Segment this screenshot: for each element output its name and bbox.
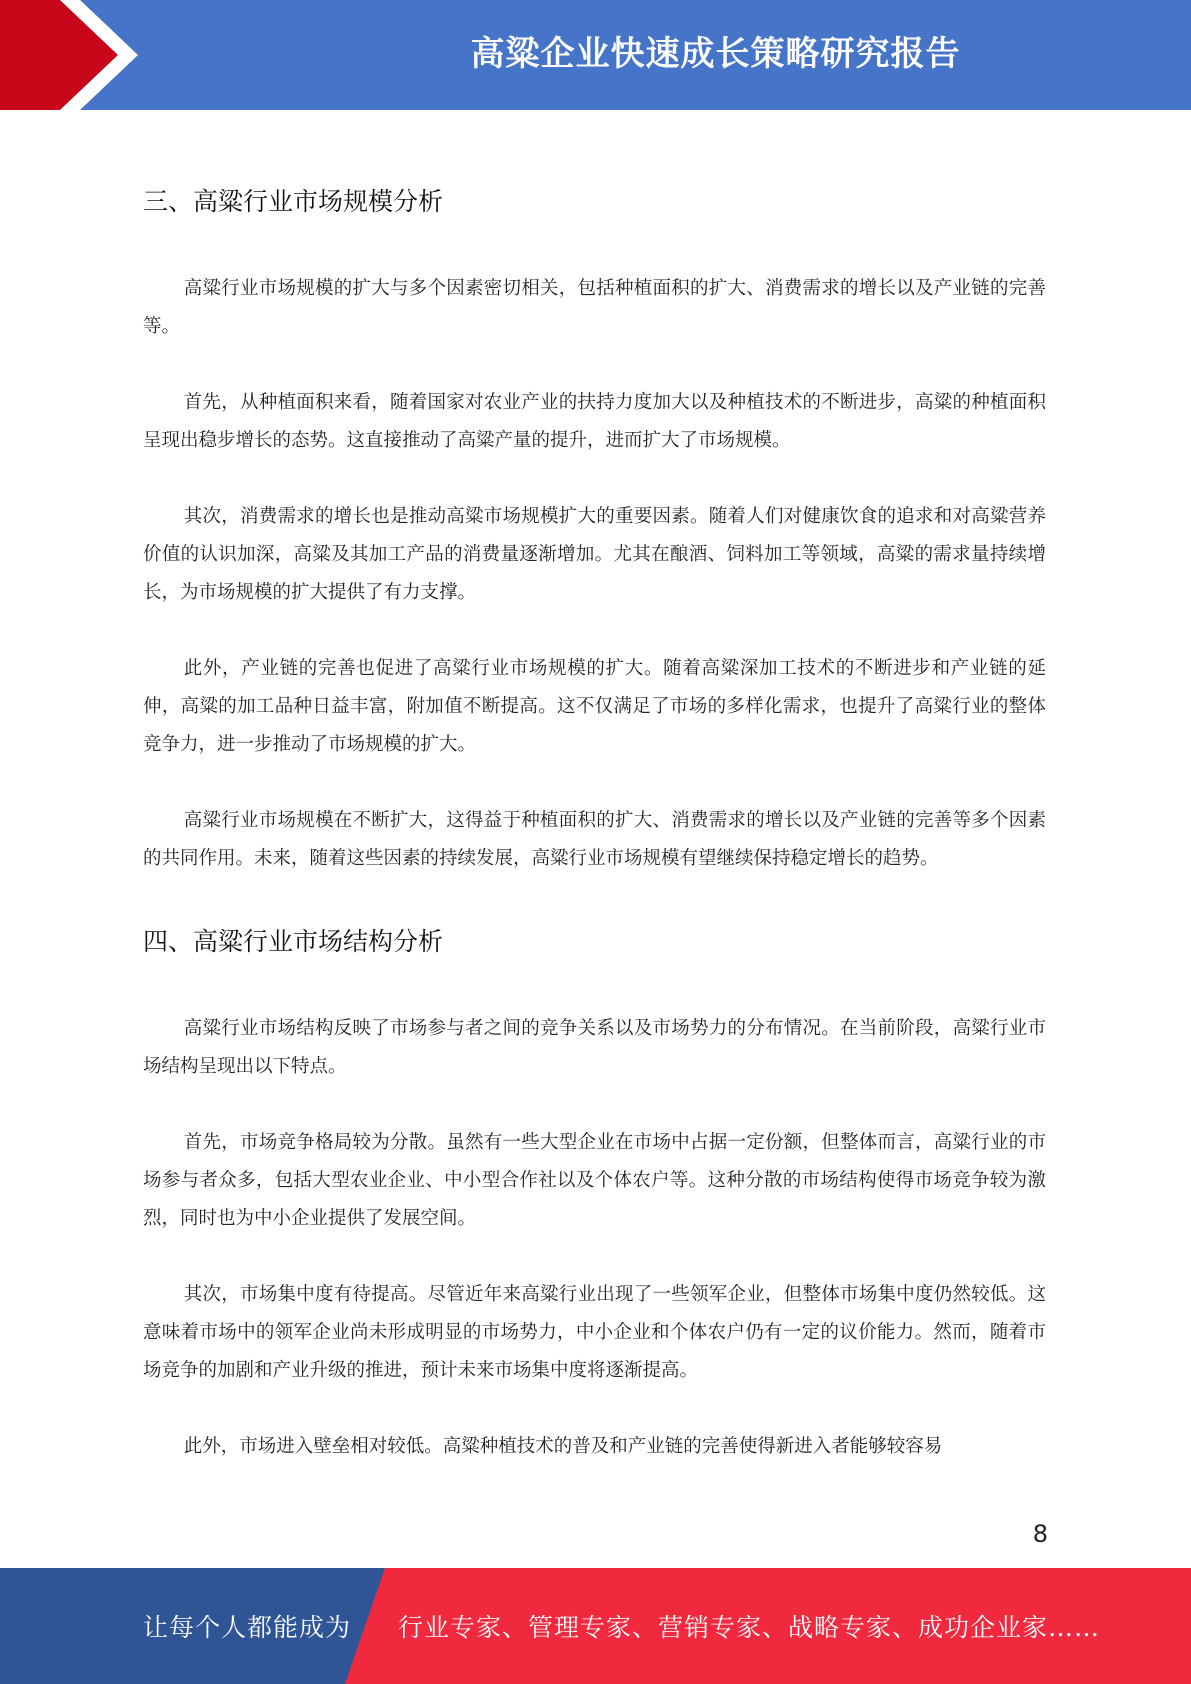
paragraph: 此外，产业链的完善也促进了高粱行业市场规模的扩大。随着高粱深加工技术的不断进步和产业链的延伸，高粱的加工品种日益丰富，附加值不断提高。这不仅满足了市场的多样化需求，也提升了高粱行业的整体竞争力，进一步推动了市场规模的扩大。 xyxy=(143,658,1046,755)
paragraph: 高粱行业市场结构反映了市场参与者之间的竞争关系以及市场势力的分布情况。在当前阶段，高粱行业市场结构呈现出以下特点。 xyxy=(143,1018,1046,1077)
report-title: 高粱企业快速成长策略研究报告 xyxy=(470,34,961,74)
paragraph: 首先，市场竞争格局较为分散。虽然有一些大型企业在市场中占据一定份额，但整体而言，高粱行业的市场参与者众多，包括大型农业企业、中小型合作社以及个体农户等。这种分散的市场结构使得市场竞争较为激烈，同时也为中小企业提供了发展空间。 xyxy=(143,1132,1046,1229)
section-heading-market-structure: 四、高粱行业市场结构分析 xyxy=(143,927,444,956)
paragraph: 其次，消费需求的增长也是推动高粱市场规模扩大的重要因素。随着人们对健康饮食的追求和对高粱营养价值的认识加深，高粱及其加工产品的消费量逐渐增加。尤其在酿酒、饲料加工等领域，高粱的需求量持续增长，为市场规模的扩大提供了有力支撑。 xyxy=(143,506,1046,603)
page-header xyxy=(0,0,1191,110)
paragraph: 首先，从种植面积来看，随着国家对农业产业的扶持力度加大以及种植技术的不断进步，高粱的种植面积呈现出稳步增长的态势。这直接推动了高粱产量的提升，进而扩大了市场规模。 xyxy=(143,392,1046,451)
paragraph: 高粱行业市场规模的扩大与多个因素密切相关，包括种植面积的扩大、消费需求的增长以及产业链的完善等。 xyxy=(143,278,1046,337)
paragraph: 其次，市场集中度有待提高。尽管近年来高粱行业出现了一些领军企业，但整体市场集中度仍然较低。这意味着市场中的领军企业尚未形成明显的市场势力，中小企业和个体农户仍有一定的议价能力。然而，随着市场竞争的加剧和产业升级的推进，预计未来市场集中度将逐渐提高。 xyxy=(143,1284,1046,1381)
paragraph: 高粱行业市场规模在不断扩大，这得益于种植面积的扩大、消费需求的增长以及产业链的完善等多个因素的共同作用。未来，随着这些因素的持续发展，高粱行业市场规模有望继续保持稳定增长的趋势。 xyxy=(143,810,1046,869)
page-number: 8 xyxy=(1032,1520,1048,1548)
paragraph: 此外，市场进入壁垒相对较低。高粱种植技术的普及和产业链的完善使得新进入者能够较容易 xyxy=(183,1436,943,1457)
header-chevron-decoration xyxy=(0,0,170,110)
footer-slogan-left: 让每个人都能成为 xyxy=(143,1613,352,1642)
page-body xyxy=(143,172,1046,1466)
section-heading-market-size: 三、高粱行业市场规模分析 xyxy=(143,187,444,216)
footer-slogan-right: 行业专家、管理专家、营销专家、战略专家、成功企业家…… xyxy=(398,1613,1101,1642)
page-footer xyxy=(0,1568,1191,1684)
